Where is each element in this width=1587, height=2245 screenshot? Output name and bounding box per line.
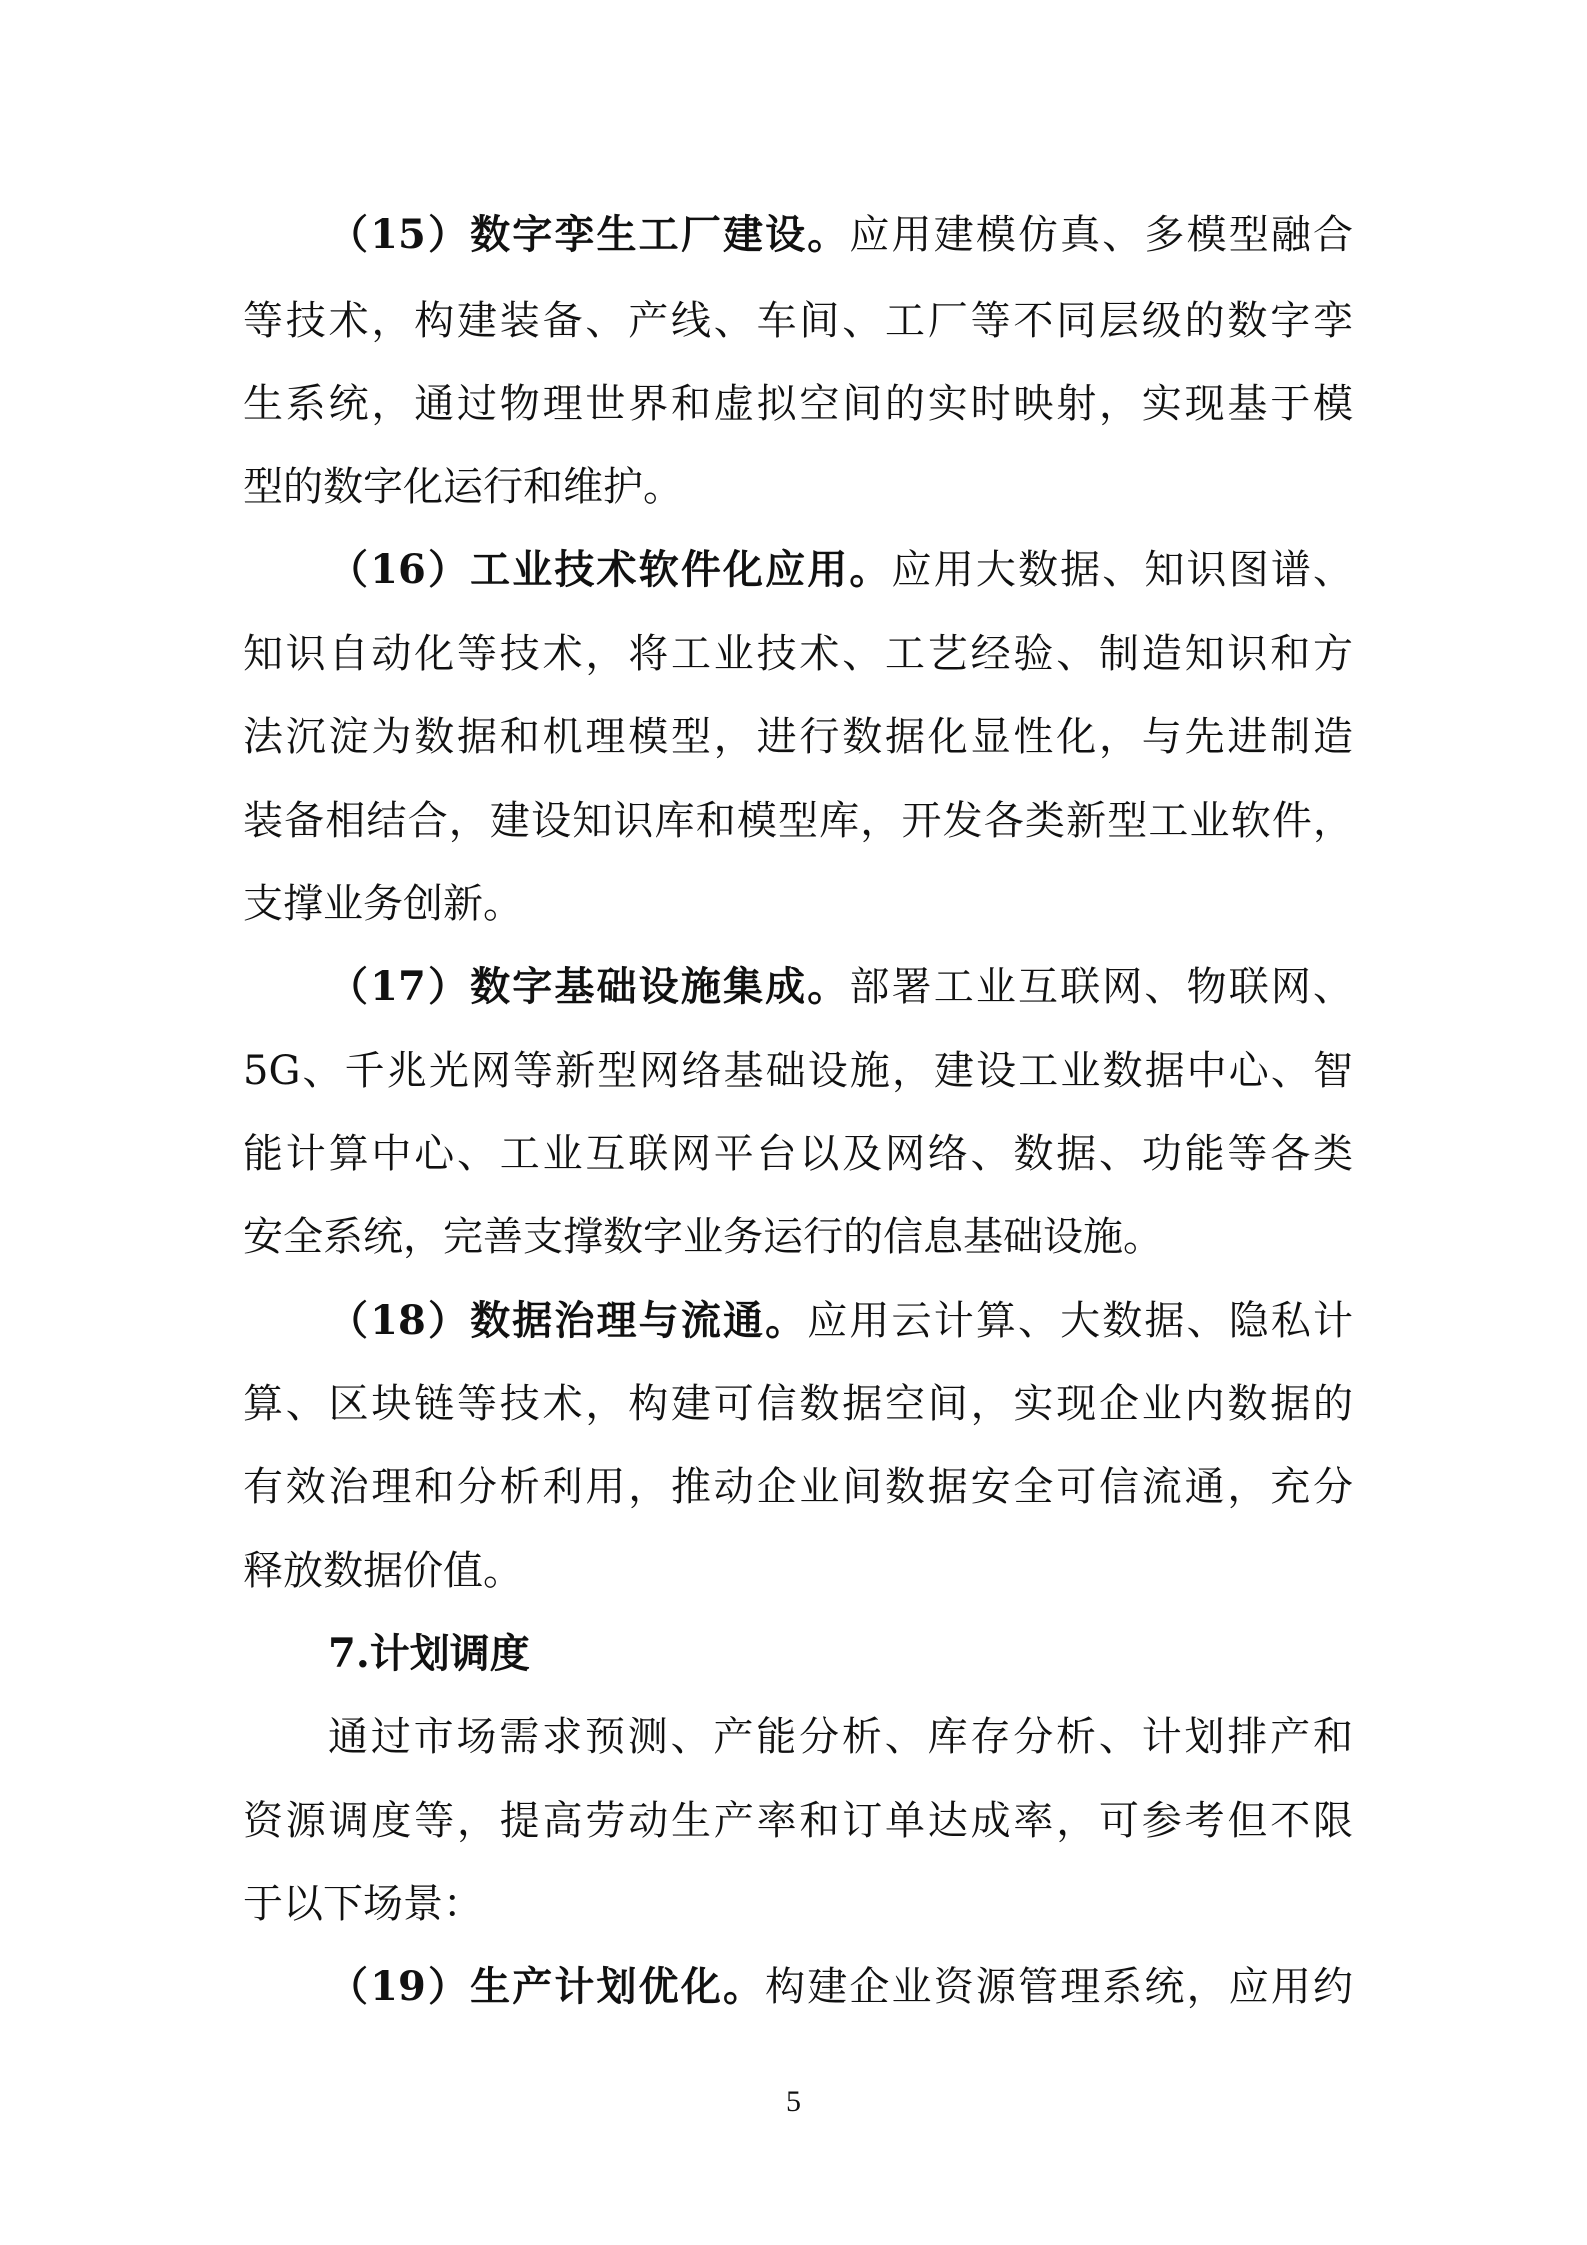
paragraph-15-line-4: 型的数字化运行和维护。 (243, 464, 683, 510)
paragraph-17-line-1 (328, 957, 1353, 1017)
paragraph-15-line-2: 等技术，构建装备、产线、车间、工厂等不同层级的数字孪 (243, 298, 1353, 344)
paragraph-16-line-1 (328, 540, 1353, 600)
paragraph-16-line-5: 支撑业务创新。 (243, 881, 523, 927)
paragraph-17-line-4: 安全系统，完善支撑数字业务运行的信息基础设施。 (243, 1214, 1163, 1260)
paragraph-16-line-4: 装备相结合，建设知识库和模型库，开发各类新型工业软件， (243, 798, 1353, 844)
paragraph-18-line-1 (328, 1291, 1353, 1351)
paragraph-18-text-1: 应用云计算、大数据、隐私计 (807, 1298, 1354, 1344)
paragraph-15-line-3: 生系统，通过物理世界和虚拟空间的实时映射，实现基于模 (243, 381, 1353, 427)
paragraph-16-text-1: 应用大数据、知识图谱、 (891, 547, 1353, 593)
paragraph-15-label: （15）数字孪生工厂建设。 (328, 211, 850, 258)
page-number: 5 (786, 2085, 801, 2118)
paragraph-17-line-3: 能计算中心、工业互联网平台以及网络、数据、功能等各类 (243, 1131, 1353, 1177)
paragraph-16-line-3: 法沉淀为数据和机理模型，进行数据化显性化，与先进制造 (243, 714, 1353, 760)
paragraph-15-text-1: 应用建模仿真、多模型融合 (849, 212, 1353, 258)
paragraph-18-line-2: 算、区块链等技术，构建可信数据空间，实现企业内数据的 (243, 1381, 1353, 1427)
paragraph-18-line-3: 有效治理和分析利用，推动企业间数据安全可信流通，充分 (243, 1464, 1353, 1510)
paragraph-19-text-1: 构建企业资源管理系统，应用约 (765, 1964, 1354, 2010)
paragraph-17-line-2: 5G、千兆光网等新型网络基础设施，建设工业数据中心、智 (243, 1048, 1353, 1094)
paragraph-19-line-1 (328, 1957, 1353, 2017)
paragraph-19-label: （19）生产计划优化。 (328, 1963, 766, 2010)
section-heading: 7.计划调度 (328, 1630, 530, 1677)
paragraph-17-label: （17）数字基础设施集成。 (328, 963, 850, 1010)
intro-line-1: 通过市场需求预测、产能分析、库存分析、计划排产和 (328, 1714, 1353, 1760)
paragraph-18-line-4: 释放数据价值。 (243, 1548, 523, 1594)
paragraph-18-label: （18）数据治理与流通。 (328, 1297, 808, 1344)
paragraph-16-label: （16）工业技术软件化应用。 (328, 546, 892, 593)
paragraph-16-line-2: 知识自动化等技术，将工业技术、工艺经验、制造知识和方 (243, 631, 1353, 677)
intro-line-3: 于以下场景： (243, 1881, 483, 1927)
paragraph-15-line-1 (328, 205, 1353, 265)
paragraph-17-text-1: 部署工业互联网、物联网、 (849, 964, 1353, 1010)
intro-line-2: 资源调度等，提高劳动生产率和订单达成率，可参考但不限 (243, 1798, 1353, 1844)
